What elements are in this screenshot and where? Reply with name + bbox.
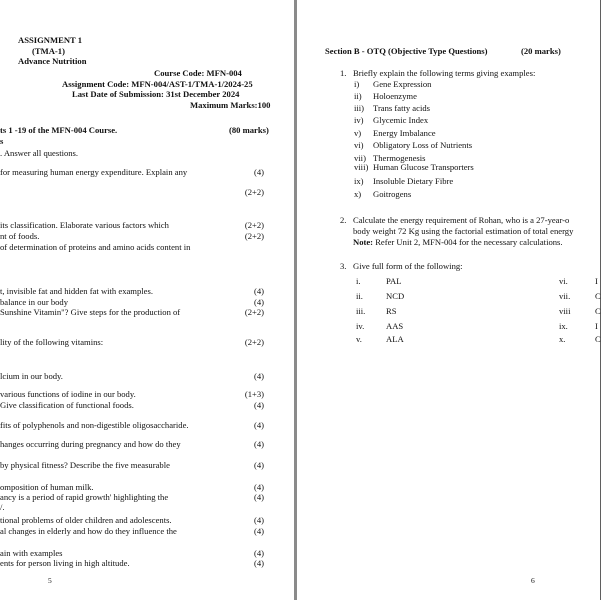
list-item-number: ix) [354,176,364,186]
list-item-number: viii [559,306,571,316]
list-item-text: I [595,276,598,286]
document-page-right [297,0,600,600]
section-a-subtitle: s [0,136,4,146]
question-line: various functions of iodine in our body. [0,389,136,399]
question-marks: (4) [253,286,264,296]
list-item-number: ii. [356,291,363,301]
question-marks: (4) [253,460,264,470]
list-item-text: AAS [386,321,404,331]
question-number: 3. [340,261,347,271]
question-line: its classification. Elaborate various factors which [0,220,169,230]
list-item-number: iii) [354,103,365,113]
question-line: ents for person living in high altitude. [0,558,130,568]
question-marks: (2+2) [244,337,264,347]
question-marks: (4) [253,167,264,177]
list-item-text: ALA [386,334,404,344]
list-item-number: vi) [354,140,364,150]
question-line: hanges occurring during pregnancy and how do they [0,439,181,449]
assignment-code: Assignment Code: MFN-004/AST-1/TMA-1/2024-25 [62,79,253,89]
course-code: Course Code: MFN-004 [154,68,242,78]
page-number: 5 [48,576,52,585]
question-line: lcium in our body. [0,371,63,381]
maximum-marks: Maximum Marks:100 [190,100,271,110]
list-item-text: I [595,321,598,331]
question-marks: (4) [253,400,264,410]
tma-label: (TMA-1) [32,46,65,56]
section-a-marks: (80 marks) [229,125,269,135]
question-marks: (4) [253,548,264,558]
list-item-number: vii) [354,153,366,163]
question-line: t, invisible fat and hidden fat with examples. [0,286,153,296]
question-line: ain with examples [0,548,63,558]
last-submission-date: Last Date of Submission: 31st December 2024 [72,89,240,99]
list-item-number: iii. [356,306,366,316]
list-item-number: v. [356,334,362,344]
question-line: omposition of human milk. [0,482,94,492]
list-item-number: x. [559,334,566,344]
document-page-left [0,0,294,600]
list-item-number: ix. [559,321,568,331]
question-text: Give full form of the following: [353,261,463,271]
list-item-text: Thermogenesis [373,153,426,163]
question-line: ancy is a period of rapid growth' highlighting the [0,492,169,502]
list-item-text: C [595,334,601,344]
list-item-text: Energy Imbalance [373,128,436,138]
question-marks: (1+3) [244,389,264,399]
list-item-number: iv. [356,321,365,331]
section-b-marks: (20 marks) [521,46,561,56]
question-marks: (4) [253,515,264,525]
list-item-number: viii) [354,162,369,172]
list-item-text: NCD [386,291,405,301]
question-marks: (2+2) [244,220,264,230]
question-line: of determination of proteins and amino acids content in [0,242,191,252]
list-item-text: Human Glucose Transporters [373,162,474,172]
list-item-text: Glycemic Index [373,115,429,125]
section-b-title: Section B - OTQ (Objective Type Questions) [325,46,488,56]
list-item-text: C [595,291,601,301]
list-item-text: PAL [386,276,402,286]
page-number: 6 [531,576,535,585]
question-line: al changes in elderly and how do they influence the [0,526,177,536]
list-item-text: Goitrogens [373,189,412,199]
list-item-text: Insoluble Dietary Fibre [373,176,454,186]
list-item-number: vi. [559,276,568,286]
question-marks: (4) [253,526,264,536]
list-item-text: Obligatory Loss of Nutrients [373,140,473,150]
question-note [353,237,563,247]
question-marks: (4) [253,371,264,381]
list-item-number: i) [354,79,360,89]
list-item-text: RS [386,306,397,316]
assignment-heading: ASSIGNMENT 1 [18,35,83,45]
list-item-number: i. [356,276,361,286]
list-item-text: C [595,306,601,316]
question-line: by physical fitness? Describe the five measurable [0,460,170,470]
list-item-text: Gene Expression [373,79,432,89]
note-text: Refer Unit 2, MFN-004 for the necessary calculations. [375,237,563,247]
question-line: lity of the following vitamins: [0,337,104,347]
question-marks: (4) [253,492,264,502]
list-item-number: iv) [354,115,364,125]
question-marks: (4) [253,297,264,307]
list-item-number: v) [354,128,362,138]
question-text: Briefly explain the following terms giving examples: [353,68,536,78]
question-line: Give classification of functional foods. [0,400,134,410]
list-item-number: vii. [559,291,571,301]
list-item-text: Trans fatty acids [373,103,430,113]
question-marks: (4) [253,439,264,449]
question-line: /. [0,502,5,512]
question-marks: (2+2) [244,231,264,241]
note-label: Note: [353,237,374,247]
question-marks: (4) [253,420,264,430]
question-marks: (2+2) [244,307,264,317]
list-item-number: ii) [354,91,362,101]
question-line: fits of polyphenols and non-digestible oligosaccharide. [0,420,189,430]
section-a-instruction: . Answer all questions. [0,148,79,158]
course-name: Advance Nutrition [18,56,87,66]
question-number: 1. [340,68,347,78]
question-number: 2. [340,215,347,225]
question-line: for measuring human energy expenditure. Explain any [0,167,188,177]
question-marks: (4) [253,558,264,568]
section-a-title: ts 1 -19 of the MFN-004 Course. [0,125,118,135]
question-line: balance in our body [0,297,69,307]
question-marks: (2+2) [244,187,264,197]
list-item-text: Holoenzyme [373,91,417,101]
question-line: Sunshine Vitamin"? Give steps for the production of [0,307,181,317]
question-line: nt of foods. [0,231,40,241]
question-text: Calculate the energy requirement of Rohan, who is a 27-year-o [353,215,570,225]
list-item-number: x) [354,189,362,199]
question-text: body weight 72 Kg using the factorial estimation of total energy [353,226,574,236]
question-line: tional problems of older children and adolescents. [0,515,172,525]
question-marks: (4) [253,482,264,492]
